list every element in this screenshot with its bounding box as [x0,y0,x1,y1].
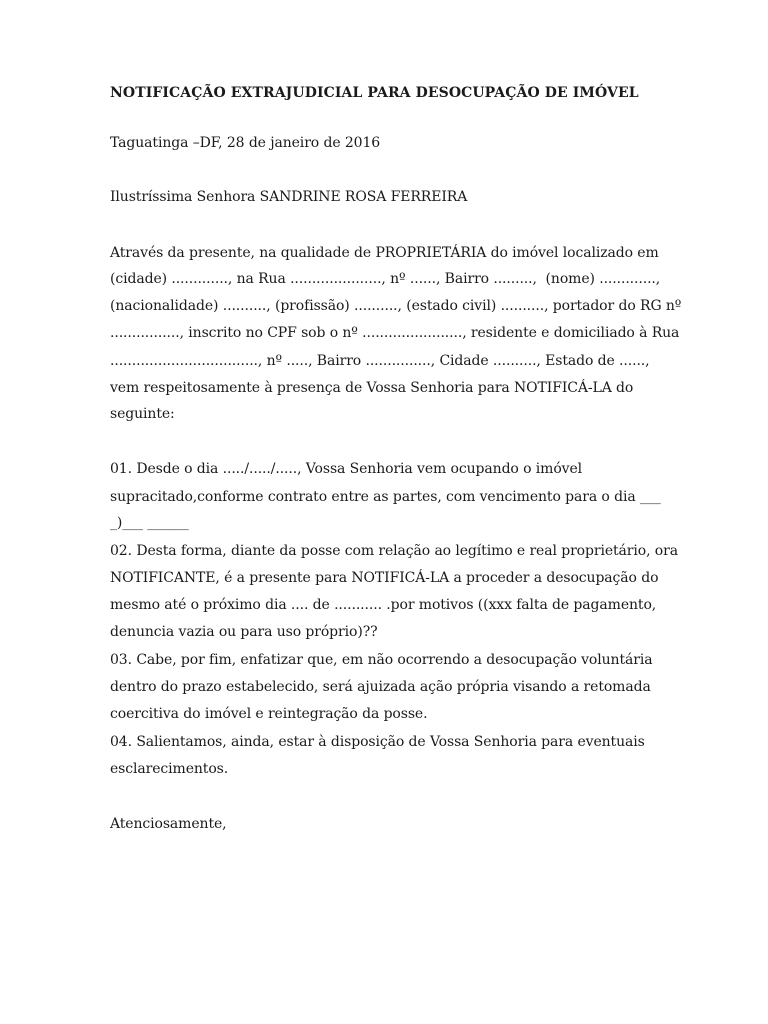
intro-line: vem respeitosamente à presença de Vossa Senhoria para NOTIFICÁ-LA do [110,380,634,396]
item-line: coercitiva do imóvel e reintegração da posse. [110,706,428,722]
intro-line: (nacionalidade) .........., (profissão) .........., (estado civil) .........., portador do RG nº [110,298,682,314]
place-date: Taguatinga –DF, 28 de janeiro de 2016 [110,135,381,151]
intro-line: (cidade) ............., na Rua ....................., nº ......, Bairro ........., (nome) ............., [110,271,661,287]
intro-line: seguinte: [110,406,175,422]
intro-line: ................, inscrito no CPF sob o nº ......................., residente e domiciliado à Rua [110,325,680,341]
item-line: esclarecimentos. [110,761,229,777]
item-line: 04. Salientamos, ainda, estar à disposição de Vossa Senhoria para eventuais [110,734,645,750]
item-line: 02. Desta forma, diante da posse com relação ao legítimo e real proprietário, ora [110,543,678,559]
item-line: _)___ ______ [110,515,189,531]
item-line: supracitado,conforme contrato entre as partes, com vencimento para o dia ___ [110,489,661,505]
item-line: dentro do prazo estabelecido, será ajuizada ação própria visando a retomada [110,679,651,695]
intro-line: .................................., nº ....., Bairro ..............., Cidade .........., Estado de ......, [110,353,650,369]
item-line: 01. Desde o dia ...../...../....., Vossa Senhoria vem ocupando o imóvel [110,461,583,477]
closing: Atenciosamente, [110,816,227,832]
item-line: 03. Cabe, por fim, enfatizar que, em não ocorrendo a desocupação voluntária [110,652,653,668]
item-line: NOTIFICANTE, é a presente para NOTIFICÁ-LA a proceder a desocupação do [110,570,659,586]
item-line: denuncia vazia ou para uso próprio)?? [110,624,378,640]
intro-line: Através da presente, na qualidade de PROPRIETÁRIA do imóvel localizado em [110,245,659,261]
document-title: NOTIFICAÇÃO EXTRAJUDICIAL PARA DESOCUPAÇÃO DE IMÓVEL [110,85,639,101]
item-line: mesmo até o próximo dia .... de ........... .por motivos ((xxx falta de pagamento, [110,597,657,613]
addressee: Ilustríssima Senhora SANDRINE ROSA FERREIRA [110,189,468,205]
